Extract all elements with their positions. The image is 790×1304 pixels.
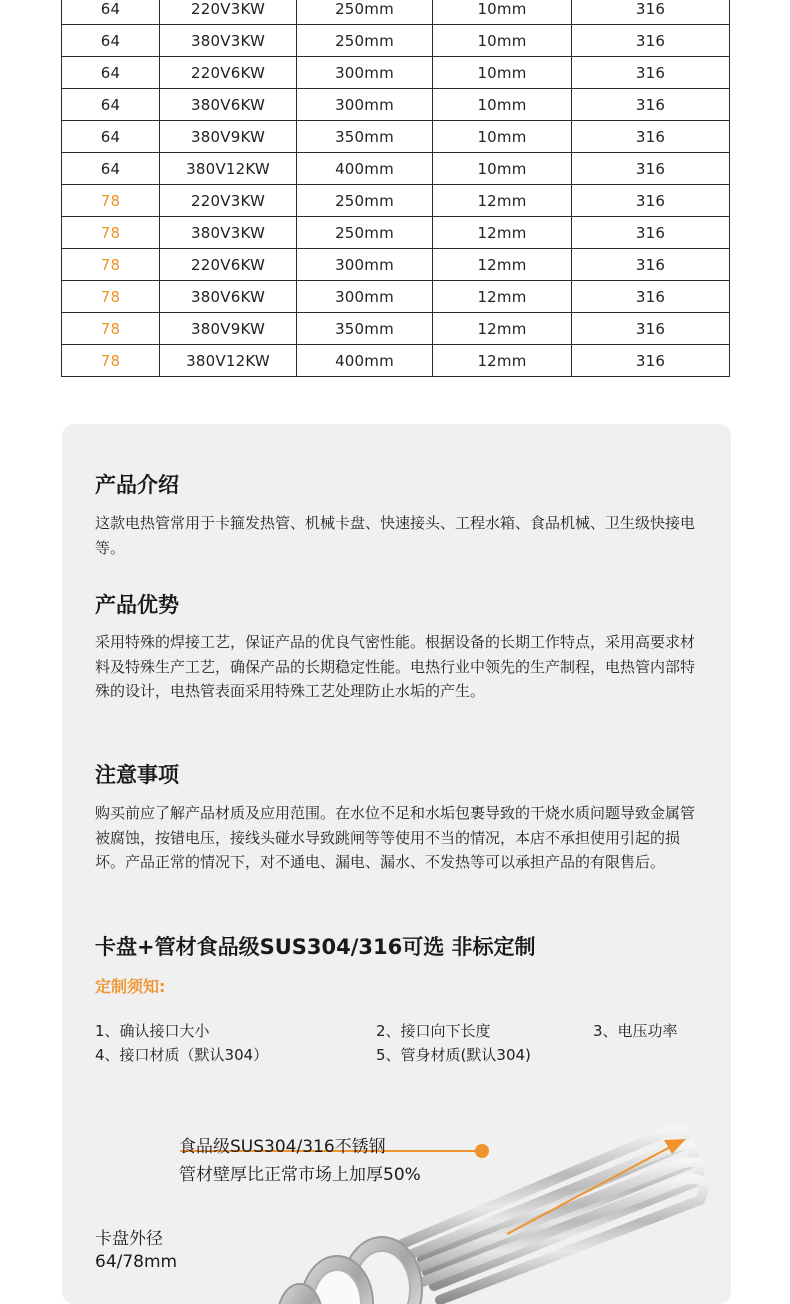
table-cell-tube: 12mm [433,185,572,217]
info-panel [62,424,731,1304]
table-row [62,345,730,377]
custom-label: 定制须知: [95,977,166,996]
requirement-item: 2、接口向下长度 [376,1022,491,1040]
table-cell-power: 380V6KW [160,281,297,313]
table-cell-power: 380V12KW [160,345,297,377]
table-cell-diameter: 78 [62,313,160,345]
table-cell-power: 220V3KW [160,0,297,25]
table-cell-tube: 10mm [433,25,572,57]
table-cell-tube: 10mm [433,0,572,25]
table-cell-tube: 12mm [433,281,572,313]
advantage-title: 产品优势 [95,593,179,617]
table-cell-diameter: 78 [62,345,160,377]
table-cell-tube: 12mm [433,249,572,281]
table-cell-tube: 12mm [433,345,572,377]
table-cell-length: 300mm [297,281,433,313]
intro-body: 这款电热管常用于卡箍发热管、机械卡盘、快速接头、工程水箱、食品机械、卫生级快接电等。 [95,514,696,557]
flange-label: 卡盘外径 [95,1229,163,1249]
table-row [62,153,730,185]
table-cell-power: 220V6KW [160,249,297,281]
table-cell-length: 400mm [297,345,433,377]
table-cell-length: 250mm [297,217,433,249]
table-cell-length: 250mm [297,25,433,57]
table-cell-diameter: 78 [62,217,160,249]
table-cell-length: 250mm [297,185,433,217]
table-row [62,121,730,153]
callout-dot [475,1144,489,1158]
table-cell-material: 316 [572,185,730,217]
notice-title: 注意事项 [95,763,179,787]
flange-label: 64/78mm [95,1252,178,1272]
table-row [62,89,730,121]
table-cell-power: 380V6KW [160,89,297,121]
table-cell-length: 400mm [297,153,433,185]
table-cell-power: 380V9KW [160,313,297,345]
notice-body: 购买前应了解产品材质及应用范围。在水位不足和水垢包裹导致的干烧水质问题导致金属管被腐蚀，按错电压，接线头碰水导致跳闸等等使用不当的情况，本店不承担使用引起的损坏。产品正常的情况下，对不通电、漏电、漏水、不发热等可以承担产品的有限售后。 [95,804,696,871]
requirement-item: 1、确认接口大小 [95,1022,210,1040]
requirement-item: 3、电压功率 [593,1022,678,1040]
table-cell-material: 316 [572,313,730,345]
table-cell-length: 350mm [297,313,433,345]
table-cell-material: 316 [572,25,730,57]
table-row [62,217,730,249]
table-cell-tube: 10mm [433,121,572,153]
table-cell-tube: 10mm [433,89,572,121]
flange-disc [278,1237,422,1304]
table-row [62,185,730,217]
table-cell-tube: 10mm [433,153,572,185]
table-row [62,25,730,57]
table-cell-material: 316 [572,153,730,185]
table-row [62,0,730,25]
table-cell-material: 316 [572,249,730,281]
intro-title: 产品介绍 [95,473,179,497]
table-cell-diameter: 78 [62,185,160,217]
table-cell-material: 316 [572,217,730,249]
spec-table [61,0,730,377]
table-cell-material: 316 [572,345,730,377]
table-cell-tube: 12mm [433,313,572,345]
table-cell-length: 300mm [297,249,433,281]
table-row [62,281,730,313]
table-cell-tube: 12mm [433,217,572,249]
table-cell-power: 380V12KW [160,153,297,185]
table-cell-material: 316 [572,0,730,25]
table-cell-length: 300mm [297,57,433,89]
table-cell-diameter: 64 [62,0,160,25]
table-cell-length: 350mm [297,121,433,153]
requirement-item: 4、接口材质（默认304） [95,1046,269,1064]
callout-text: 食品级SUS304/316不锈钢 [179,1137,386,1157]
table-row [62,57,730,89]
table-cell-diameter: 78 [62,281,160,313]
table-cell-power: 380V3KW [160,25,297,57]
spec-table-body [62,0,730,377]
table-cell-tube: 10mm [433,57,572,89]
table-cell-length: 300mm [297,89,433,121]
table-row [62,313,730,345]
table-cell-material: 316 [572,89,730,121]
table-cell-length: 250mm [297,0,433,25]
table-cell-diameter: 64 [62,89,160,121]
requirement-item: 5、管身材质(默认304) [376,1046,531,1064]
table-row [62,249,730,281]
table-cell-material: 316 [572,121,730,153]
table-cell-diameter: 64 [62,153,160,185]
table-cell-power: 380V9KW [160,121,297,153]
steel-tubes [402,1130,704,1300]
table-cell-power: 220V3KW [160,185,297,217]
table-cell-material: 316 [572,57,730,89]
table-cell-diameter: 64 [62,25,160,57]
table-cell-diameter: 64 [62,57,160,89]
table-cell-power: 380V3KW [160,217,297,249]
table-cell-material: 316 [572,281,730,313]
table-cell-diameter: 64 [62,121,160,153]
advantage-body: 采用特殊的焊接工艺，保证产品的优良气密性能。根据设备的长期工作特点，采用高要求材料及特殊生产工艺，确保产品的长期稳定性能。电热行业中领先的生产制程，电热管内部特殊的设计，电热管表面采用特殊工艺处理防止水垢的产生。 [95,633,696,700]
custom-title: 卡盘+管材食品级SUS304/316可选 非标定制 [95,935,536,959]
table-cell-power: 220V6KW [160,57,297,89]
callout-text: 管材壁厚比正常市场上加厚50% [179,1165,421,1185]
table-cell-diameter: 78 [62,249,160,281]
